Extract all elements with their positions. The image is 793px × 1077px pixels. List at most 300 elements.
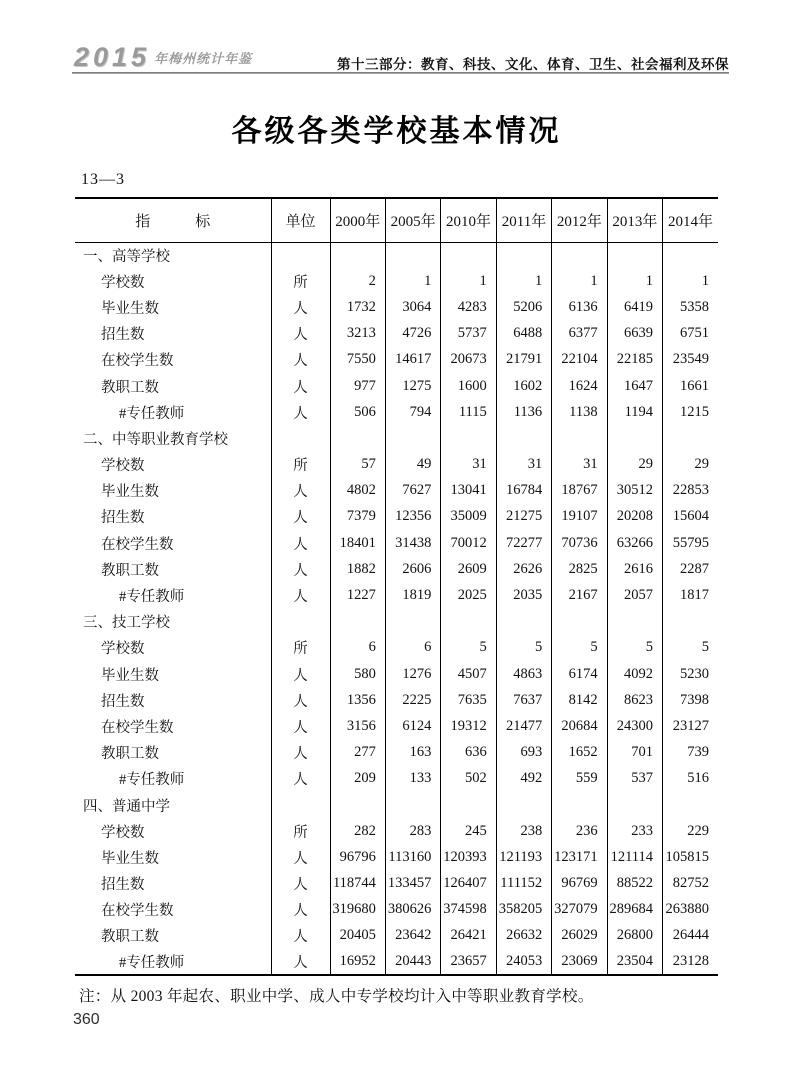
cell-value: 1624	[552, 373, 607, 399]
row-unit: 人	[271, 321, 330, 347]
cell-value: 4726	[385, 321, 440, 347]
cell-value: 7550	[330, 347, 385, 373]
table-body	[75, 242, 718, 975]
table-row	[75, 504, 718, 530]
table-number: 13—3	[81, 171, 125, 188]
cell-value: 121114	[607, 844, 662, 870]
cell-value: 5	[496, 635, 551, 661]
row-label: 毕业生数	[101, 667, 159, 684]
cell-value: 1227	[330, 582, 385, 608]
cell-value: 7627	[385, 478, 440, 504]
cell-value: 23127	[663, 713, 718, 739]
cell-value: 82752	[663, 871, 718, 897]
cell-value: 1194	[607, 399, 662, 425]
section-row	[75, 242, 718, 268]
cell-value: 739	[663, 740, 718, 766]
page-title: 各级各类学校基本情况	[231, 115, 562, 148]
table-row	[75, 818, 718, 844]
table-row	[75, 399, 718, 425]
cell-value: 1817	[663, 582, 718, 608]
table-row	[75, 740, 718, 766]
cell-value: 23504	[607, 949, 662, 975]
row-unit: 人	[271, 766, 330, 792]
row-unit: 人	[271, 556, 330, 582]
row-unit: 人	[271, 478, 330, 504]
row-label: 学校数	[101, 274, 145, 291]
cell-value: 1	[663, 268, 718, 294]
empty-cell	[663, 425, 718, 451]
cell-value: 15604	[663, 504, 718, 530]
section-title: 四、普通中学	[83, 798, 170, 815]
cell-value: 6377	[552, 321, 607, 347]
cell-value: 16952	[330, 949, 385, 975]
cell-value: 26632	[496, 923, 551, 949]
row-unit: 所	[271, 452, 330, 478]
cell-value: 5	[607, 635, 662, 661]
empty-cell	[607, 609, 662, 635]
cell-value: 26444	[663, 923, 718, 949]
cell-value: 1356	[330, 687, 385, 713]
empty-cell	[385, 609, 440, 635]
cell-value: 5	[552, 635, 607, 661]
table-row	[75, 766, 718, 792]
cell-value: 2609	[441, 556, 496, 582]
header-year-2005: 2005年	[385, 198, 440, 242]
cell-value: 1661	[663, 373, 718, 399]
cell-value: 30512	[607, 478, 662, 504]
row-unit: 人	[271, 347, 330, 373]
cell-value: 88522	[607, 871, 662, 897]
cell-value: 123171	[552, 844, 607, 870]
empty-cell	[271, 425, 330, 451]
cell-value: 492	[496, 766, 551, 792]
cell-value: 29	[607, 452, 662, 478]
cell-value: 263880	[663, 897, 718, 923]
cell-value: 96769	[552, 871, 607, 897]
cell-value: 1115	[441, 399, 496, 425]
page-number: 360	[73, 1011, 100, 1028]
row-label: 教职工数	[101, 379, 159, 396]
empty-cell	[607, 425, 662, 451]
table-row	[75, 897, 718, 923]
row-unit: 人	[271, 504, 330, 530]
row-label: 学校数	[101, 824, 145, 841]
cell-value: 3156	[330, 713, 385, 739]
empty-cell	[385, 242, 440, 268]
cell-value: 1602	[496, 373, 551, 399]
cell-value: 18401	[330, 530, 385, 556]
cell-value: 374598	[441, 897, 496, 923]
section-title: 一、高等学校	[83, 248, 170, 265]
table-row	[75, 713, 718, 739]
table-row	[75, 635, 718, 661]
cell-value: 21477	[496, 713, 551, 739]
header-rule	[72, 72, 729, 74]
empty-cell	[552, 792, 607, 818]
cell-value: 6751	[663, 321, 718, 347]
row-label: 教职工数	[101, 929, 159, 946]
cell-value: 29	[663, 452, 718, 478]
cell-value: 96796	[330, 844, 385, 870]
empty-cell	[663, 609, 718, 635]
row-label: #专任教师	[119, 405, 185, 422]
cell-value: 22853	[663, 478, 718, 504]
cell-value: 5230	[663, 661, 718, 687]
table-row	[75, 373, 718, 399]
cell-value: 118744	[330, 871, 385, 897]
table-row	[75, 556, 718, 582]
cell-value: 19107	[552, 504, 607, 530]
cell-value: 2035	[496, 582, 551, 608]
empty-cell	[271, 242, 330, 268]
table-row	[75, 347, 718, 373]
header-row	[75, 198, 718, 242]
row-unit: 人	[271, 949, 330, 975]
row-label: 毕业生数	[101, 300, 159, 317]
cell-value: 2225	[385, 687, 440, 713]
row-unit: 人	[271, 897, 330, 923]
row-unit: 人	[271, 294, 330, 320]
cell-value: 1	[552, 268, 607, 294]
cell-value: 4507	[441, 661, 496, 687]
cell-value: 26800	[607, 923, 662, 949]
cell-value: 23069	[552, 949, 607, 975]
cell-value: 229	[663, 818, 718, 844]
empty-cell	[330, 792, 385, 818]
row-label: 招生数	[101, 693, 145, 710]
cell-value: 2	[330, 268, 385, 294]
row-label: 在校学生数	[101, 536, 174, 553]
cell-value: 5	[441, 635, 496, 661]
table-row	[75, 321, 718, 347]
cell-value: 8142	[552, 687, 607, 713]
empty-cell	[552, 242, 607, 268]
cell-value: 1732	[330, 294, 385, 320]
cell-value: 6174	[552, 661, 607, 687]
cell-value: 16784	[496, 478, 551, 504]
cell-value: 283	[385, 818, 440, 844]
cell-value: 126407	[441, 871, 496, 897]
cell-value: 380626	[385, 897, 440, 923]
row-unit: 人	[271, 399, 330, 425]
row-unit: 人	[271, 661, 330, 687]
cell-value: 1882	[330, 556, 385, 582]
table-row	[75, 949, 718, 975]
cell-value: 502	[441, 766, 496, 792]
cell-value: 14617	[385, 347, 440, 373]
cell-value: 1275	[385, 373, 440, 399]
cell-value: 23549	[663, 347, 718, 373]
cell-value: 18767	[552, 478, 607, 504]
cell-value: 2606	[385, 556, 440, 582]
section-title: 二、中等职业教育学校	[83, 431, 228, 448]
cell-value: 2825	[552, 556, 607, 582]
row-label: 毕业生数	[101, 850, 159, 867]
cell-value: 21275	[496, 504, 551, 530]
cell-value: 3213	[330, 321, 385, 347]
cell-value: 3064	[385, 294, 440, 320]
cell-value: 245	[441, 818, 496, 844]
empty-cell	[385, 425, 440, 451]
cell-value: 5358	[663, 294, 718, 320]
cell-value: 133457	[385, 871, 440, 897]
empty-cell	[330, 425, 385, 451]
cell-value: 506	[330, 399, 385, 425]
table-row	[75, 687, 718, 713]
table-row	[75, 582, 718, 608]
empty-cell	[330, 609, 385, 635]
row-label: 教职工数	[101, 562, 159, 579]
empty-cell	[441, 425, 496, 451]
cell-value: 580	[330, 661, 385, 687]
empty-cell	[496, 242, 551, 268]
row-unit: 人	[271, 530, 330, 556]
cell-value: 209	[330, 766, 385, 792]
cell-value: 1138	[552, 399, 607, 425]
empty-cell	[496, 609, 551, 635]
section-row	[75, 609, 718, 635]
cell-value: 7398	[663, 687, 718, 713]
row-unit: 人	[271, 923, 330, 949]
cell-value: 163	[385, 740, 440, 766]
cell-value: 1276	[385, 661, 440, 687]
cell-value: 6639	[607, 321, 662, 347]
cell-value: 2025	[441, 582, 496, 608]
empty-cell	[271, 792, 330, 818]
header-year-2013: 2013年	[607, 198, 662, 242]
empty-cell	[271, 609, 330, 635]
row-unit: 人	[271, 740, 330, 766]
cell-value: 1	[441, 268, 496, 294]
cell-value: 4092	[607, 661, 662, 687]
table-row	[75, 294, 718, 320]
cell-value: 794	[385, 399, 440, 425]
empty-cell	[663, 242, 718, 268]
statistics-table	[75, 197, 718, 976]
empty-cell	[552, 609, 607, 635]
row-unit: 人	[271, 373, 330, 399]
row-label: 学校数	[101, 458, 145, 475]
empty-cell	[330, 242, 385, 268]
row-unit: 所	[271, 818, 330, 844]
cell-value: 2057	[607, 582, 662, 608]
cell-value: 559	[552, 766, 607, 792]
row-label: 招生数	[101, 327, 145, 344]
cell-value: 35009	[441, 504, 496, 530]
table-row	[75, 478, 718, 504]
cell-value: 20405	[330, 923, 385, 949]
cell-value: 277	[330, 740, 385, 766]
statistics-table-wrap	[75, 197, 718, 976]
cell-value: 13041	[441, 478, 496, 504]
row-label: 毕业生数	[101, 484, 159, 501]
cell-value: 22185	[607, 347, 662, 373]
cell-value: 1819	[385, 582, 440, 608]
row-unit: 人	[271, 687, 330, 713]
table-row	[75, 530, 718, 556]
row-label: 学校数	[101, 641, 145, 658]
table-row	[75, 452, 718, 478]
header-year-2012: 2012年	[552, 198, 607, 242]
cell-value: 5	[663, 635, 718, 661]
cell-value: 701	[607, 740, 662, 766]
cell-value: 120393	[441, 844, 496, 870]
row-label: 在校学生数	[101, 719, 174, 736]
cell-value: 72277	[496, 530, 551, 556]
cell-value: 26421	[441, 923, 496, 949]
empty-cell	[441, 792, 496, 818]
empty-cell	[385, 792, 440, 818]
empty-cell	[441, 609, 496, 635]
cell-value: 7379	[330, 504, 385, 530]
cell-value: 4283	[441, 294, 496, 320]
header-year-2000: 2000年	[330, 198, 385, 242]
cell-value: 1136	[496, 399, 551, 425]
cell-value: 8623	[607, 687, 662, 713]
cell-value: 319680	[330, 897, 385, 923]
cell-value: 23128	[663, 949, 718, 975]
cell-value: 31	[496, 452, 551, 478]
empty-cell	[441, 242, 496, 268]
cell-value: 19312	[441, 713, 496, 739]
cell-value: 327079	[552, 897, 607, 923]
empty-cell	[552, 425, 607, 451]
cell-value: 2167	[552, 582, 607, 608]
row-label: 招生数	[101, 510, 145, 527]
header-year-2014: 2014年	[663, 198, 718, 242]
cell-value: 121193	[496, 844, 551, 870]
section-title: 三、技工学校	[83, 615, 170, 632]
cell-value: 23657	[441, 949, 496, 975]
header-indicator: 指 标	[75, 198, 271, 242]
cell-value: 516	[663, 766, 718, 792]
cell-value: 636	[441, 740, 496, 766]
table-row	[75, 268, 718, 294]
cell-value: 113160	[385, 844, 440, 870]
row-unit: 人	[271, 713, 330, 739]
cell-value: 31	[552, 452, 607, 478]
cell-value: 20443	[385, 949, 440, 975]
row-label: 招生数	[101, 877, 145, 894]
cell-value: 1652	[552, 740, 607, 766]
cell-value: 31	[441, 452, 496, 478]
cell-value: 1647	[607, 373, 662, 399]
cell-value: 6124	[385, 713, 440, 739]
cell-value: 57	[330, 452, 385, 478]
table-row	[75, 871, 718, 897]
yearbook-logo	[74, 42, 252, 73]
cell-value: 1600	[441, 373, 496, 399]
header-year-2011: 2011年	[496, 198, 551, 242]
row-label: #专任教师	[119, 589, 185, 606]
cell-value: 6	[330, 635, 385, 661]
part-title: 第十三部分：教育、科技、文化、体育、卫生、社会福利及环保	[337, 57, 729, 72]
cell-value: 1215	[663, 399, 718, 425]
cell-value: 233	[607, 818, 662, 844]
cell-value: 55795	[663, 530, 718, 556]
cell-value: 63266	[607, 530, 662, 556]
table-header	[75, 198, 718, 242]
cell-value: 289684	[607, 897, 662, 923]
cell-value: 358205	[496, 897, 551, 923]
cell-value: 20684	[552, 713, 607, 739]
table-row	[75, 661, 718, 687]
cell-value: 7637	[496, 687, 551, 713]
row-label: 在校学生数	[101, 353, 174, 370]
cell-value: 5737	[441, 321, 496, 347]
row-unit: 人	[271, 844, 330, 870]
cell-value: 1	[385, 268, 440, 294]
row-unit: 人	[271, 871, 330, 897]
cell-value: 4863	[496, 661, 551, 687]
row-unit: 所	[271, 268, 330, 294]
row-label: #专任教师	[119, 955, 185, 972]
cell-value: 1	[496, 268, 551, 294]
cell-value: 21791	[496, 347, 551, 373]
section-row	[75, 792, 718, 818]
header-unit: 单位	[271, 198, 330, 242]
cell-value: 111152	[496, 871, 551, 897]
cell-value: 24300	[607, 713, 662, 739]
cell-value: 1	[607, 268, 662, 294]
cell-value: 12356	[385, 504, 440, 530]
cell-value: 70736	[552, 530, 607, 556]
cell-value: 6488	[496, 321, 551, 347]
cell-value: 537	[607, 766, 662, 792]
cell-value: 4802	[330, 478, 385, 504]
cell-value: 31438	[385, 530, 440, 556]
cell-value: 24053	[496, 949, 551, 975]
cell-value: 2287	[663, 556, 718, 582]
cell-value: 236	[552, 818, 607, 844]
cell-value: 20673	[441, 347, 496, 373]
empty-cell	[663, 792, 718, 818]
cell-value: 977	[330, 373, 385, 399]
row-label: 教职工数	[101, 746, 159, 763]
cell-value: 26029	[552, 923, 607, 949]
row-unit: 所	[271, 635, 330, 661]
cell-value: 22104	[552, 347, 607, 373]
cell-value: 20208	[607, 504, 662, 530]
empty-cell	[496, 792, 551, 818]
cell-value: 49	[385, 452, 440, 478]
cell-value: 282	[330, 818, 385, 844]
empty-cell	[607, 792, 662, 818]
row-unit: 人	[271, 582, 330, 608]
cell-value: 6419	[607, 294, 662, 320]
cell-value: 105815	[663, 844, 718, 870]
empty-cell	[496, 425, 551, 451]
cell-value: 2626	[496, 556, 551, 582]
row-label: 在校学生数	[101, 903, 174, 920]
cell-value: 133	[385, 766, 440, 792]
cell-value: 693	[496, 740, 551, 766]
cell-value: 70012	[441, 530, 496, 556]
empty-cell	[607, 242, 662, 268]
section-row	[75, 425, 718, 451]
table-row	[75, 844, 718, 870]
cell-value: 5206	[496, 294, 551, 320]
table-footnote: 注：从 2003 年起农、职业中学、成人中专学校均计入中等职业教育学校。	[79, 988, 594, 1005]
logo-year: 2015	[74, 42, 151, 72]
header-year-2010: 2010年	[441, 198, 496, 242]
cell-value: 23642	[385, 923, 440, 949]
cell-value: 6136	[552, 294, 607, 320]
row-label: #专任教师	[119, 772, 185, 789]
cell-value: 2616	[607, 556, 662, 582]
cell-value: 7635	[441, 687, 496, 713]
table-row	[75, 923, 718, 949]
